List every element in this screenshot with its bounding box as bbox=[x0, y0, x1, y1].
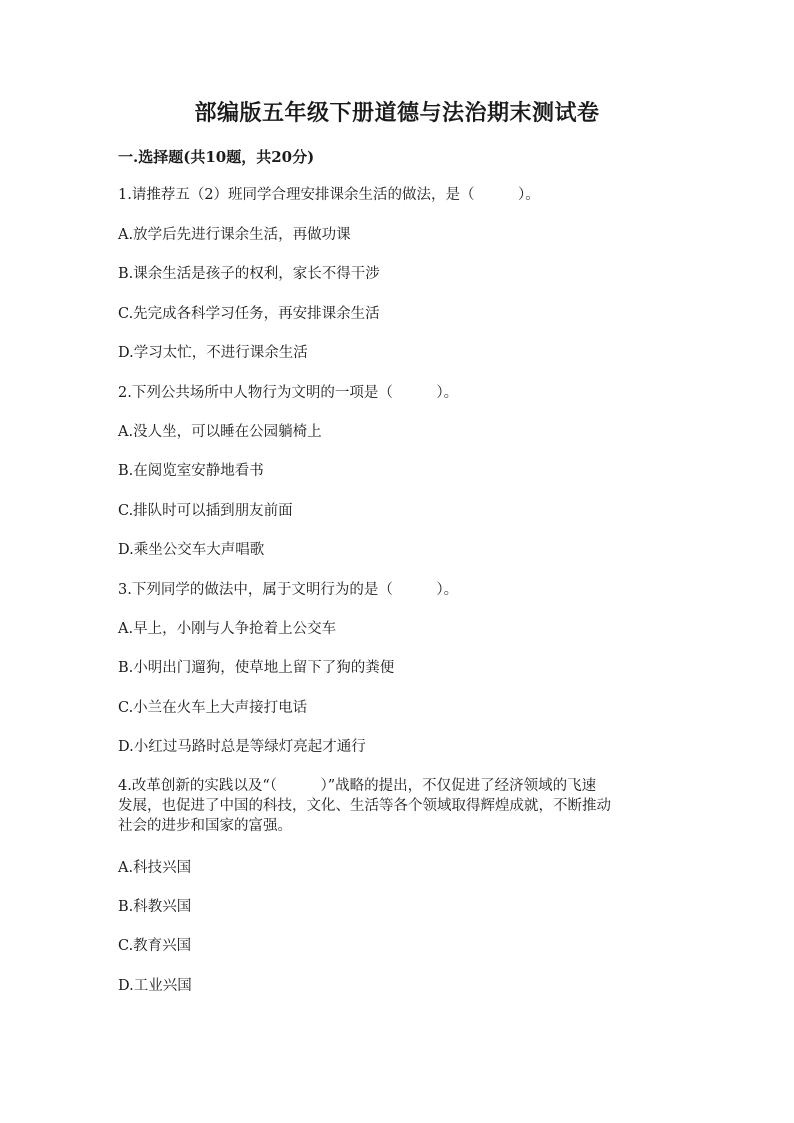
question-4-stem-line-2: 发展，也促进了中国的科技，文化、生活等各个领域取得辉煌成就，不断推动 bbox=[118, 798, 611, 814]
question-1-option-c: C.先完成各科学习任务，再安排课余生活 bbox=[118, 306, 380, 322]
question-1-option-d: D.学习太忙，不进行课余生活 bbox=[118, 345, 308, 361]
section-heading: 一.选择题(共10题，共20分) bbox=[118, 148, 315, 166]
page-title: 部编版五年级下册道德与法治期末测试卷 bbox=[194, 100, 600, 126]
question-3-option-d: D.小红过马路时总是等绿灯亮起才通行 bbox=[118, 739, 366, 755]
question-2-stem: 2.下列公共场所中人物行为文明的一项是（ ）。 bbox=[118, 385, 459, 401]
question-2-option-d: D.乘坐公交车大声唱歌 bbox=[118, 542, 265, 558]
question-3-option-c: C.小兰在火车上大声接打电话 bbox=[118, 700, 308, 716]
question-3-option-b: B.小明出门遛狗，使草地上留下了狗的粪便 bbox=[118, 660, 395, 676]
question-4-stem bbox=[118, 776, 678, 836]
question-4-stem-line-1: 4.改革创新的实践以及“（ ）”战略的提出，不仅促进了经济领域的飞速 bbox=[118, 778, 597, 794]
question-1-stem: 1.请推荐五（2）班同学合理安排课余生活的做法，是（ ）。 bbox=[118, 187, 540, 203]
question-3-option-a: A.早上，小刚与人争抢着上公交车 bbox=[118, 621, 337, 637]
question-4-stem-line-3: 社会的进步和国家的富强。 bbox=[118, 818, 292, 834]
question-3-stem: 3.下列同学的做法中，属于文明行为的是（ ）。 bbox=[118, 582, 459, 598]
question-4-option-b: B.科教兴国 bbox=[118, 899, 192, 915]
question-2-option-b: B.在阅览室安静地看书 bbox=[118, 463, 264, 479]
question-2-option-a: A.没人坐，可以睡在公园躺椅上 bbox=[118, 424, 322, 440]
question-1-option-a: A.放学后先进行课余生活，再做功课 bbox=[118, 227, 351, 243]
question-1-option-b: B.课余生活是孩子的权利，家长不得干涉 bbox=[118, 266, 380, 282]
question-4-option-c: C.教育兴国 bbox=[118, 938, 192, 954]
question-4-option-a: A.科技兴国 bbox=[118, 860, 192, 876]
question-4-option-d: D.工业兴国 bbox=[118, 978, 192, 994]
question-2-option-c: C.排队时可以插到朋友前面 bbox=[118, 503, 293, 519]
